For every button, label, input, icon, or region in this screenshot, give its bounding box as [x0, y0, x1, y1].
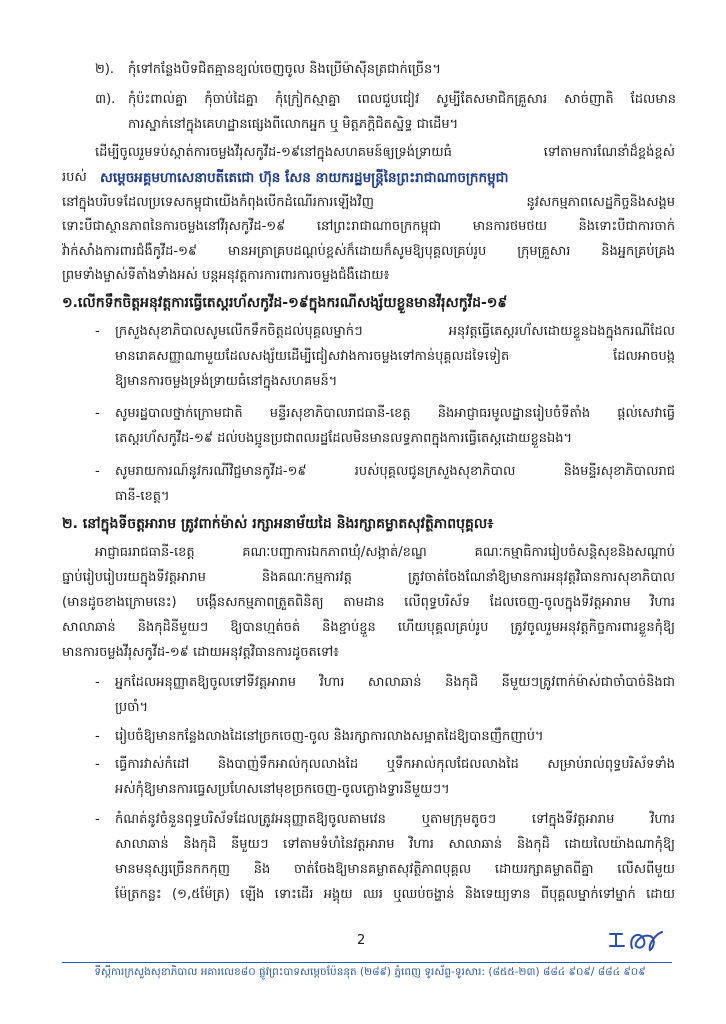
dash-bullet: -	[95, 324, 100, 339]
paragraph-line: (មានដូចខាងក្រោមនេះ) បង្កើនសកម្មភាពត្រួតពិនិត្យ តាមដាន លើពុទ្ធបរិស័ទ ដែលចេញ-ចូលក្នុងទីវត្តអារាម វិហារ	[62, 595, 675, 610]
footer-divider	[62, 962, 672, 963]
dash-bullet: -	[95, 812, 100, 827]
paragraph-line: ធ្នាប់រៀបរៀបរយក្នុងទីវត្តអារាម និងគណៈកម្មការវត្ត ត្រូវចាត់ចែងណែនាំឱ្យមានការអនុវត្តវិធានការសុខាភិបាល	[62, 570, 675, 585]
list-number: ៣).	[95, 92, 116, 107]
bullet-line: ធានី-ខេត្ត។	[115, 489, 170, 504]
bullet-line: អ្នកដែលអនុញ្ញាតឱ្យចូលទៅទីវត្តអារាម វិហារ សាលាឆាន់ និងកុដិ នីមួយៗត្រូវពាក់ម៉ាស់ជាចាំបាច់និងជា	[115, 675, 675, 690]
dash-bullet: -	[95, 675, 100, 690]
paragraph-line: សាលាឆាន់ និងកុដិនីមួយៗ ឱ្យបានហ្មត់ចត់ និងខ្ជាប់ខ្ជួន ហើយបុគ្គលគ្រប់រូប ត្រូវចូលរួមអនុវត្តកិច្ចការពារខ្លួនកុំឱ្យ	[62, 620, 675, 635]
page-number: 2	[357, 933, 366, 948]
list-number: ២).	[95, 62, 115, 77]
bullet-line: អស់កុំឱ្យមានការធ្វេសប្រហែសនៅមុខច្រកចេញ-ចូលក្លោងទ្វារនីមួយៗ។	[115, 782, 450, 797]
paragraph-line: ដើម្បីចូលរួមទប់ស្កាត់ការចម្លងវីរុសកូវីដ-១៩នៅក្នុងសហគមន៍ឲ្យទ្រង់ទ្រាយធំ ទៅតាមការណែនាំដ៏ខ្ពង់ខ្ពស់	[95, 145, 675, 160]
list-item-text: កុំប៉ះពាល់គ្នា កុំចាប់ដៃគ្នា កុំក្រៀកស្មាគ្នា ពេលជួបជៀវ សូម្បីតែសមាជិកគ្រួសារ សាច់ញាតិ ដែលមាន	[128, 92, 676, 107]
dash-bullet: -	[95, 406, 100, 421]
paragraph-line-prefix: របស់	[62, 170, 87, 185]
paragraph-line: វ៉ាក់សាំងការពារជំងឺកូវីដ-១៩ មានអត្រាគ្របដណ្តប់ខ្ពស់ក៏ដោយក៏សូមឱ្យបុគ្គលគ្រប់រូប ក្រុមគ្រួសារ និងអ្នកគ្រប់គ្រង	[62, 244, 675, 259]
bullet-line: ប្រចាំ។	[115, 700, 149, 715]
paragraph-line: ទោះបីជាស្ថានភាពនៃការចម្លងនៅវីរុសកូវីដ-១៩ នៅព្រះរាជាណាចក្រកម្ពុជា មានការថមថយ និងទោះបីជាការចាក់	[62, 219, 675, 234]
paragraph-line: មានការចម្លងវីរុសកូវីដ-១៩ ដោយអនុវត្តវិធានការដូចតទៅ៖	[62, 645, 340, 660]
bullet-line: មានរោគសញ្ញាណាមួយដែលសង្ស័យដើម្បីជៀសវាងការចម្លងទៅកាន់បុគ្គលដទៃទៀត ដែលអាចបង្ក	[115, 349, 675, 364]
dash-bullet: -	[95, 729, 100, 744]
bullet-line: តេស្តរហ័សកូវីដ-១៩ ដល់បងប្អូនប្រជាពលរដ្ឋដែលមិនមានលទ្ធភាពក្នុងការធ្វើតេស្តដោយខ្លួនឯង។	[115, 431, 573, 446]
dash-bullet: -	[95, 464, 100, 479]
bullet-line: ធ្វើការវាស់កំដៅ និងបាញ់ទឹកអាល់កុលលាងដៃ ឬទឹកអាល់កុលជែលលាងដៃ សម្រាប់រាល់ពុទ្ធបរិស័ទទាំង	[115, 757, 675, 772]
highlighted-name: សម្តេចអគ្គមហាសេនាបតីតេជោ ហ៊ុន សែន នាយករដ្ឋមន្ត្រីនៃព្រះរាជាណាចក្រកម្ពុជា	[100, 170, 509, 186]
paragraph-line: អាជ្ញាធររាជធានី-ខេត្ត គណៈបញ្ជាការឯកភាពឃុំ/សង្កាត់/ខណ្ឌ គណៈកម្មាធិការរៀបចំសន្តិសុខនិងសណ្តាប់	[95, 545, 675, 560]
bullet-line: សូមរាយការណ៍នូវករណីវិជ្ជមានកូវីដ-១៩ របស់បុគ្គលជូនក្រសួងសុខាភិបាល និងមន្ទីរសុខាភិបាលរាជ	[115, 464, 675, 479]
handwritten-initials	[606, 926, 666, 956]
dash-bullet: -	[95, 757, 100, 772]
bullet-line: កំណត់នូវចំនួនពុទ្ធបរិស័ទដែលត្រូវអនុញ្ញាតឱ្យចូលតាមវេន ឬតាមក្រុមតូចៗ ទៅក្នុងទីវត្តអារាម វិហារ	[115, 812, 675, 827]
paragraph-line: ព្រមទាំងម្ចាស់ទីតាំងទាំងអស់ បន្តអនុវត្តការការពារការចម្លងជំងឺដោយ៖	[62, 268, 390, 283]
bullet-line: សាលាឆាន់ និងកុដិ នីមួយៗ ទៅតាមទំហំនៃវត្តអារាម វិហារ សាលាឆាន់ និងកុដិ ដោយលៃយ៉ាងណាកុំឱ្យ	[115, 837, 675, 852]
bullet-line: ឱ្យមានការចម្លងទ្រង់ទ្រាយធំនៅក្នុងសហគមន៍។	[115, 374, 338, 389]
list-item-text: កុំទៅកន្លែងបិទជិតគ្មានខ្យល់ចេញចូល និងប្រើម៉ាស៊ីនត្រជាក់ច្រើន។	[128, 62, 441, 77]
footer-address: ទីស្តីការក្រសួងសុខាភិបាល អគារលេខ៨០ ផ្លូវព្រះបាទសម្តេចប៉ែននុត (២៨៩) ភ្នំពេញ ទូរស័ព្ទ-ទូរសារ: (៨៥៥-២៣) ៨៨៤ ៩០៩/ ៨៨៤ ៩០៩	[94, 966, 646, 978]
section-heading: ២. នៅក្នុងទីចត្តអារាម ត្រូវពាក់ម៉ាស់ រក្សាអនាម័យដៃ និងរក្សាគម្លាតសុវត្ថិភាពបុគ្គល៖	[62, 516, 494, 532]
paragraph-line: នៅក្នុងបរិបទដែលប្រទេសកម្ពុជាយើងកំពុងបើកដំណើរការឡើងវិញ នូវសកម្មភាពសេដ្ឋកិច្ចនិងសង្គម	[62, 195, 675, 210]
bullet-line: ក្រសួងសុខាភិបាលសូមលើកទឹកចិត្តដល់បុគ្គលម្នាក់ៗ អនុវត្តធ្វើតេស្តរហ័សដោយខ្លួនឯងក្នុងករណីដែល	[115, 324, 675, 339]
bullet-line: សូមរដ្ឋបាលថ្នាក់ក្រោមជាតិ មន្ទីរសុខាភិបាលរាជធានី-ខេត្ត និងអាជ្ញាធរមូលដ្ឋានរៀបចំទីតាំង ផ្តល់សេវាធ្វើ	[115, 406, 675, 421]
bullet-line: ម៉ែត្រកន្លះ (១,៥ម៉ែត្រ) ឡើង ទោះដើរ អង្គុយ ឈរ ឬឈប់ចង្ហាន់ និងទេយ្យទាន ពីបុគ្គលម្នាក់ទៅម្នាក់ ដោយ	[115, 887, 675, 902]
bullet-line: មានមនុស្សច្រើនកកកុញ និង ចាត់ចែងឱ្យមានគម្លាតសុវត្ថិភាពបុគ្គល ដោយរក្សាគម្លាតពីគ្នា លើសពីមួយ	[115, 862, 675, 877]
list-item-text: ការស្នាក់នៅក្នុងគេហដ្ឋានផ្សេងពីលោកអ្នក ឬ មិត្តភក្តិជិតស្និទ្ធ ជាដើម។	[128, 117, 459, 132]
bullet-line: រៀបចំឱ្យមានកន្លែងលាងដៃនៅច្រកចេញ-ចូល និងរក្សាការលាងសម្អាតដៃឱ្យបានញឹកញាប់។	[115, 729, 544, 744]
section-heading: ១.លើកទឹកចិត្តអនុវត្តការធ្វើតេស្តរហ័សកូវីដ-១៩ក្នុងករណីសង្ស័យខ្លួនមានវីរុសកូវីដ-១៩	[62, 295, 508, 311]
